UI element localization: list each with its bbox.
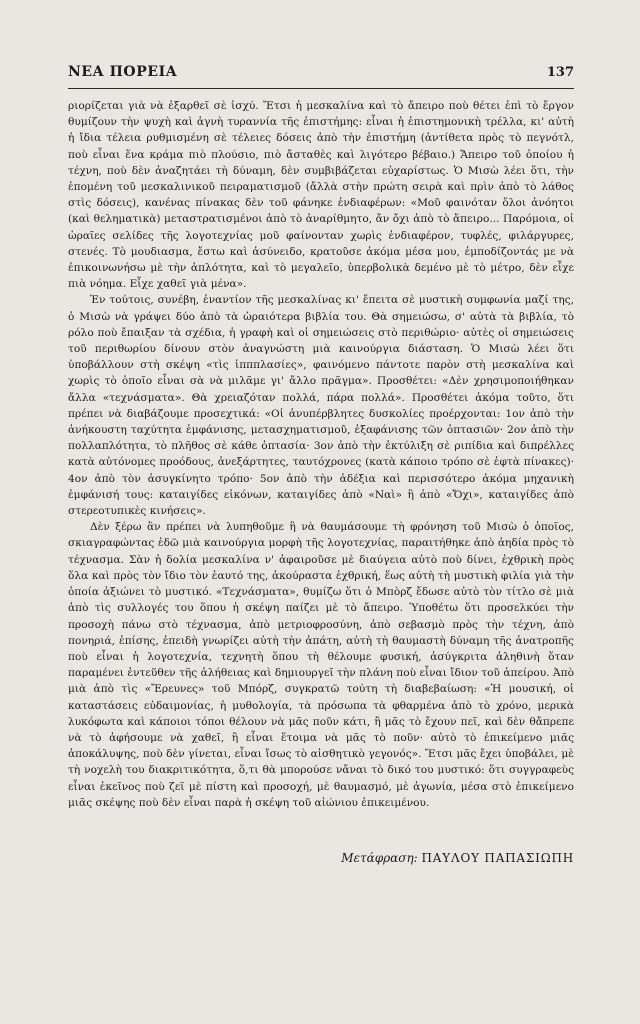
paragraph-3: Δὲν ξέρω ἂν πρέπει νὰ λυπηθοῦμε ἢ νὰ θαυμάσουμε τὴ φρόνηση τοῦ Μισὼ ὁ ὁποῖος, σκιαγραφώντας ἐδῶ μιὰ καινούργια μορφὴ τῆς λογοτεχνίας, παραιτήθηκε ἀπὸ ἀηδία πρὸς τὸ τέχνασμα. Σὰν ἡ δολία μεσκαλίνα ν' ἀφαιροῦσε μὲ διαύγεια αὐτὸ ποὺ δίνει, ἐχθρικὴ πρὸς ὅλα καὶ πρὸς τὸν ἴδιο τὸν ἑαυτό της, ἀκούραστα ἐχθρική, ἕως αὐτὴ τὴ μυστικὴ φιλία γιὰ τὴν ὁποία ἀξιώνει τὸ μυστικό. «Τεχνάσματα», θυμίζω ὅτι ὁ Μπὸρζ ἔδωσε αὐτὸ τὸν τίτλο σὲ μιὰ ἀπὸ τὶς συλλογές του ὅπου ἡ σκέψη παίζει μὲ τὸ ἄπειρο. Ὑποθέτω ὅτι προσελκύει τὴν προσοχὴ πάνω στὸ τέχνασμα, ἀπὸ μετριοφροσύνη, ἀπὸ σεβασμὸ πρὸς τὴν τέχνη, ἀπὸ πονηριά, ἐπίσης, ἐπειδὴ γνωρίζει αὐτὴ τὴν ἀπάτη, αὐτὴ τὴ θαυμαστὴ δύναμη τῆς ἀνατροπῆς ποὺ εἶναι ἡ λογοτεχνία, τεχνητὴ ὅπου τὴ θέλουμε φυσική, ἀσύγκριτα ἀληθινὴ ὅταν παραμένει ἐντεῦθεν τῆς ἀλήθειας καὶ δημιουργεῖ τὴν πλάνη ποὺ εἶναι ἴδιον τοῦ ἀπείρου. Ἀπὸ μιὰ ἀπὸ τὶς «Ἔρευνες» τοῦ Μπόρζ, συγκρατῶ τούτη τὴ διαβεβαίωση: «Ἡ μουσική, οἱ καταστάσεις εὐδαιμονίας, ἡ μυθολογία, τὰ πρόσωπα τὰ φθαρμένα ἀπὸ τὸ χρόνο, μερικὰ λυκόφωτα καὶ κάποιοι τόποι θέλουν νὰ μᾶς ποῦν κάτι, ἢ μᾶς τὸ ἔχουν πεῖ, καὶ δὲν θἄπρεπε νὰ τὸ ἀφήσουμε νὰ χαθεῖ, ἢ εἶναι ἕτοιμα νὰ μᾶς τὸ ποῦν· αὐτὸ τὸ ἐπικείμενο μιᾶς ἀποκάλυψης, ποὺ δὲν γίνεται, εἶναι ἴσως τὸ αἰσθητικὸ γεγονός». Ἔτσι μᾶς ἔχει ὑποβάλει, μὲ τὴ νοχελὴ του διακριτικότητα, ὅ,τι θὰ μπορούσε νἄναι τὸ δικό του μυστικό: ὅτι συγγραφεὺς εἶναι ἐκεῖνος ποὺ ζεῖ μὲ πίστη καὶ προσοχή, μὲ θαυμασμό, μὲ ἀγωνία, μέσα στὸ ἐπικείμενο μιᾶς σκέψης ποὺ δὲν εἶναι παρὰ ἡ σκέψη τοῦ αἰώνιου ἐπικειμένου.: [68, 521, 574, 809]
page-number: 137: [546, 65, 574, 80]
translator-signature: [68, 850, 574, 866]
paragraph-1: ριορίζεται γιὰ νὰ ἐξαρθεῖ σὲ ἰσχύ. Ἔτσι ἡ μεσκαλίνα καὶ τὸ ἄπειρο ποὺ θέτει ἐπὶ τὸ ἔργον θυμίζουν τὴν ψυχὴ καὶ ἁγνὴ τυραννία τῆς ἐπιστήμης: εἶναι ἡ ἐπιστημονικὴ τρέλλα, κι' αὐτὴ ἡ ἴδια τέλεια ρυθμισμένη σὲ τέλειες δόσεις ἀπὸ τὴν ἐπιστήμη (ἀντίθετα πρὸς τὸ πεγνότλ, ποὺ εἶναι ἕνα κράμα πιὸ πλούσιο, πιὸ ἄσταθὲς καὶ λιγότερο βέβαιο.) Ἄπειρο τοῦ ὁποίου ἡ τέχνη, ποὺ δὲν ἀναζητάει τὴ δύναμη, δὲν συμβιβάζεται εὐχαρίστως. Ὁ Μισὼ λέει ὅτι, τὴν ἑπομένη τοῦ μεσκαλινικοῦ πειραματισμοῦ (ἄλλὰ στὴν πρώτη σειρὰ καὶ πρὶν ἀπὸ τὸ λάθος στὶς δόσεις), κανένας πίνακας δὲν τοῦ φάνηκε ἐνδιαφέρων: «Μοῦ φαινόταν ὅλοι ἀνόητοι (καὶ θεληματικὰ) μεταστρατισμένοι ἀπὸ τὸ ἀναρίθμητο, ἄν ὄχι ἀπὸ τὸ ἄπειρο... Παρόμοια, οἱ ὡραῖες σελίδες τῆς λογοτεχνίας μοῦ φαίνονταν χωρὶς ἐνδιαφέρον, τυφλές, φιλάργυρες, στενές. Τὸ μουδιασμα, ἔστω καὶ ἀσύνειδο, κρατοῦσε ἀκόμα μέσα μου, ἐμποδίζοντάς με νὰ ἐπικοινωνήσω μὲ τὴν ἁπλότητα, καὶ τὸ μεγαλεῖο, ὑπερβολικὰ δεμένο μὲ τὸ μέτρο, δὲν εἶχε πιὰ νόημα. Εἶχε χαθεῖ γιὰ μένα».: [68, 100, 574, 291]
translator-name: ΠΑΥΛΟΥ ΠΑΠΑΣΙΩΠΗ: [421, 851, 574, 865]
header-rule: [68, 88, 574, 89]
article-body: [68, 98, 574, 811]
journal-title: ΝΕΑ ΠΟΡΕΙΑ: [68, 64, 178, 80]
paragraph-2: Ἐν τούτοις, συνέβη, ἐναντίον τῆς μεσκαλίνας κι' ἔπειτα σὲ μυστικὴ συμφωνία μαζί της, ὁ Μισὼ νὰ γράψει δύο ἀπὸ τὰ ὡραιότερα βιβλία του. Θὰ σημειώσω, σ' αὐτὰ τὰ βιβλία, τὸ ρόλο ποὺ ἔπαιξαν τὰ σχέδια, ἡ γραφὴ καὶ οἱ σημειώσεις στὸ περιθώριο· αὐτὲς οἱ σημειώσεις τοῦ περιθωρίου δίνουν στὸν ἀναγνώστη μιὰ καινούργια διάσταση. Ὁ Μισὼ λέει ὅτι ὑποβάλλουν στὴ σκέψη «τὶς ἰπππλασίες», φαινόμενο πάντοτε παρὸν στὴ μεσκαλίνα καὶ χωρὶς τὸ ὁποῖο εἶναι σὰ νὰ μιλᾶμε γι' ἄλλο πρᾶγμα». Προσθέτει: «Δὲν χρησιμοποιήθηκαν ἄλλα «τεχνάσματα». Θὰ χρειαζόταν πολλά, πάρα πολλά». Προσθέτει ἀκόμα τοῦτο, ὅτι πρέπει νὰ διαβάζουμε προσεχτικά: «Οἱ ἀνυπέρβλητες δυσκολίες προέρχονται: 1ον ἀπὸ τὴν ἀνήκουστη ταχύτητα ἐμφάνισης, μετασχηματισμοῦ, ἐξαφάνισης τῶν ὀπτασιῶν· 2ον ἀπὸ τὴν πολλαπλότητα, τὸ πλῆθος σὲ κάθε ὀπτασία· 3ον ἀπὸ τὴν ἐκτύλιξη σὲ ριπίδια καὶ διπρέλλες κατὰ αὐτόνομες προόδους, ἀνεξάρτητες, ταυτόχρονες (κατὰ κάποιο τρόπο σὲ ἑφτὰ πίνακες)· 4ον ἀπὸ τὸν ἀσυγκίνητο τρόπο· 5ον ἀπὸ τὴν ἀδέξια καὶ περισσότερο ἀκόμα μηχανικὴ ἐμφάνισή τους: καταιγίδες εἰκόνων, καταιγίδες ἀπὸ «Ναὶ» ἢ ἀπὸ «Ὄχι», καταιγίδες ἀπὸ στερεοτυπικὲς κινήσεις».: [68, 294, 574, 518]
page-header: [68, 64, 574, 88]
translation-label: Μετάφραση:: [341, 851, 418, 865]
